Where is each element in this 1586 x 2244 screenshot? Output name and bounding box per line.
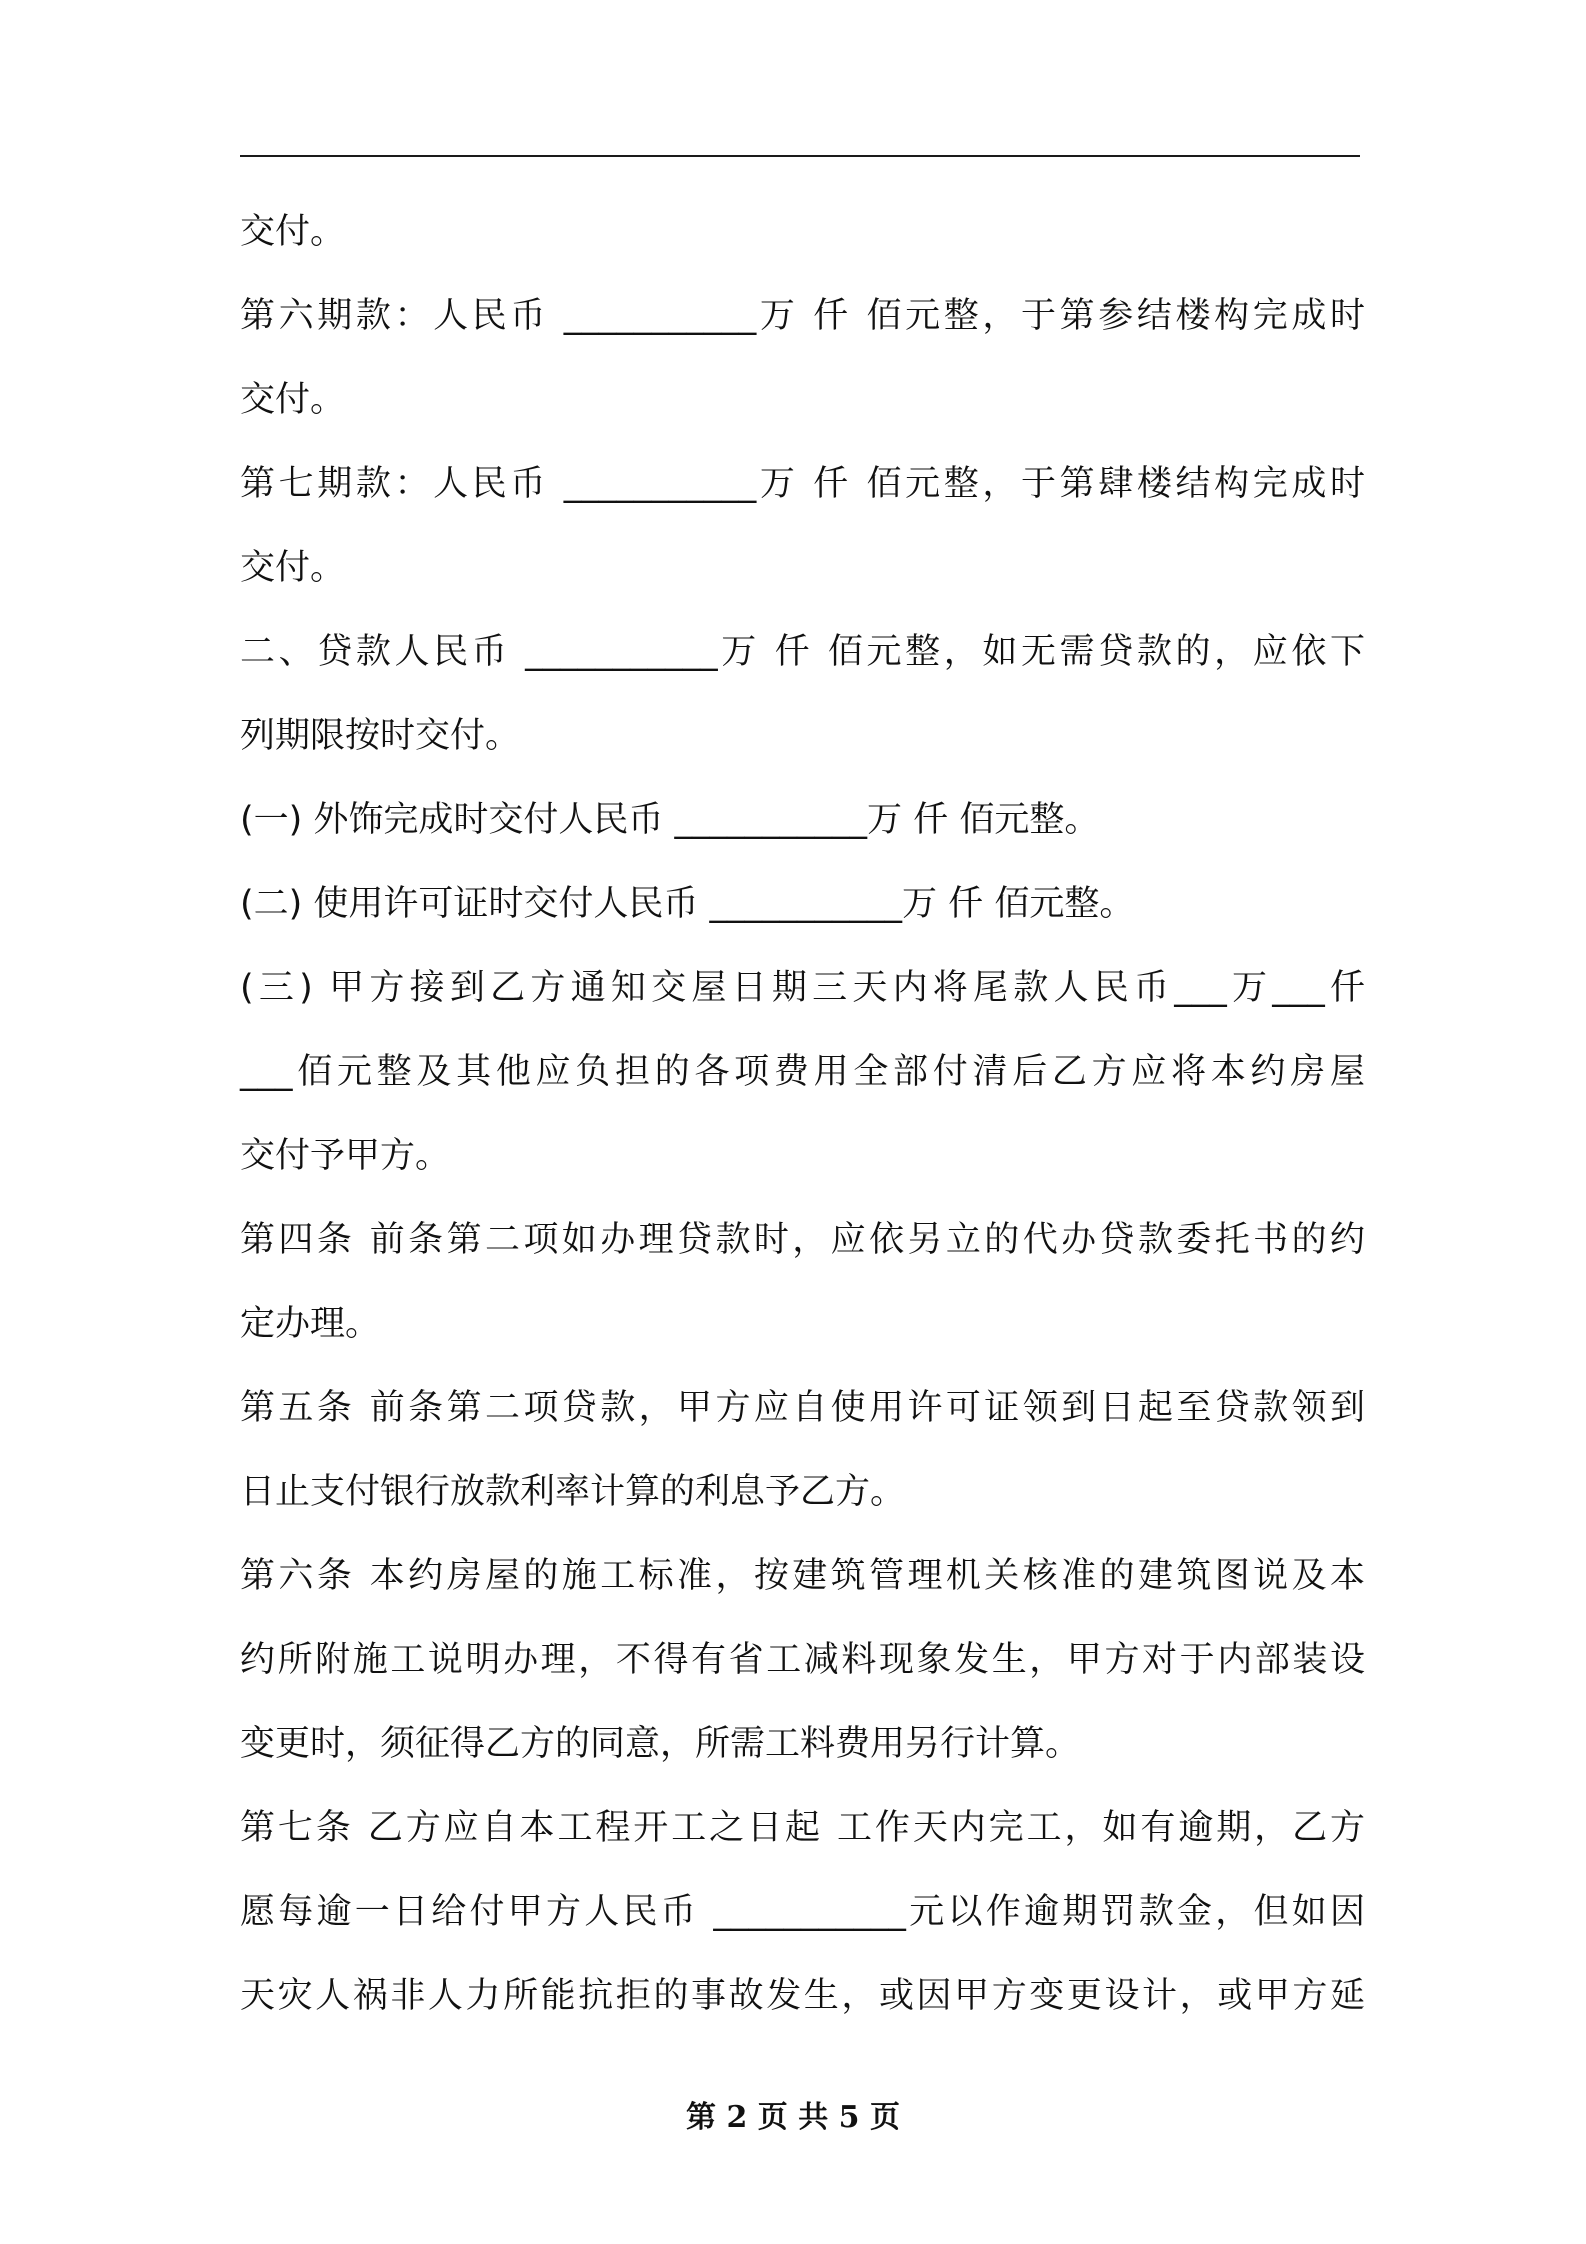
text-line: 交付。 (240, 212, 346, 252)
text-line: 交付予甲方。 (240, 1136, 451, 1176)
text-line: 第四条 前条第二项如办理贷款时，应依另立的代办贷款委托书的约 (240, 1220, 1365, 1260)
text-line: 第六条 本约房屋的施工标准，按建筑管理机关核准的建筑图说及本 (240, 1556, 1365, 1596)
text-line: 交付。 (240, 548, 346, 588)
text-line: 列期限按时交付。 (240, 716, 521, 756)
text-line: 天灾人祸非人力所能抗拒的事故发生，或因甲方变更设计，或甲方延 (240, 1976, 1365, 2016)
text-line: 交付。 (240, 380, 346, 420)
text-line: (二) 使用许可证时交付人民币 ___________万 仟 佰元整。 (240, 884, 1135, 924)
text-line: 变更时，须征得乙方的同意，所需工料费用另行计算。 (240, 1724, 1081, 1764)
text-line: 第七条 乙方应自本工程开工之日起 工作天内完工，如有逾期，乙方 (240, 1808, 1365, 1848)
document-body (240, 190, 1365, 2038)
text-line: ___佰元整及其他应负担的各项费用全部付清后乙方应将本约房屋 (240, 1052, 1365, 1092)
text-line: 第七期款：人民币 ___________万 仟 佰元整，于第肆楼结构完成时 (240, 464, 1365, 504)
text-line: 第五条 前条第二项贷款，甲方应自使用许可证领到日起至贷款领到 (240, 1388, 1365, 1428)
text-line: (一) 外饰完成时交付人民币 ___________万 仟 佰元整。 (240, 800, 1100, 840)
text-line: 愿每逾一日给付甲方人民币 ___________元以作逾期罚款金，但如因 (240, 1892, 1365, 1932)
text-line: 日止支付银行放款利率计算的利息予乙方。 (240, 1472, 906, 1512)
header-rule (240, 155, 1360, 157)
text-line: 约所附施工说明办理，不得有省工减料现象发生，甲方对于内部装设 (240, 1640, 1365, 1680)
text-line: 第六期款：人民币 ___________万 仟 佰元整，于第参结楼构完成时 (240, 296, 1365, 336)
text-line: 二、贷款人民币 ___________万 仟 佰元整，如无需贷款的，应依下 (240, 632, 1365, 672)
text-line: 定办理。 (240, 1304, 381, 1344)
page-number: 第 2 页 共 5 页 (686, 2100, 900, 2135)
text-line: (三) 甲方接到乙方通知交屋日期三天内将尾款人民币___万___仟 (240, 968, 1365, 1008)
